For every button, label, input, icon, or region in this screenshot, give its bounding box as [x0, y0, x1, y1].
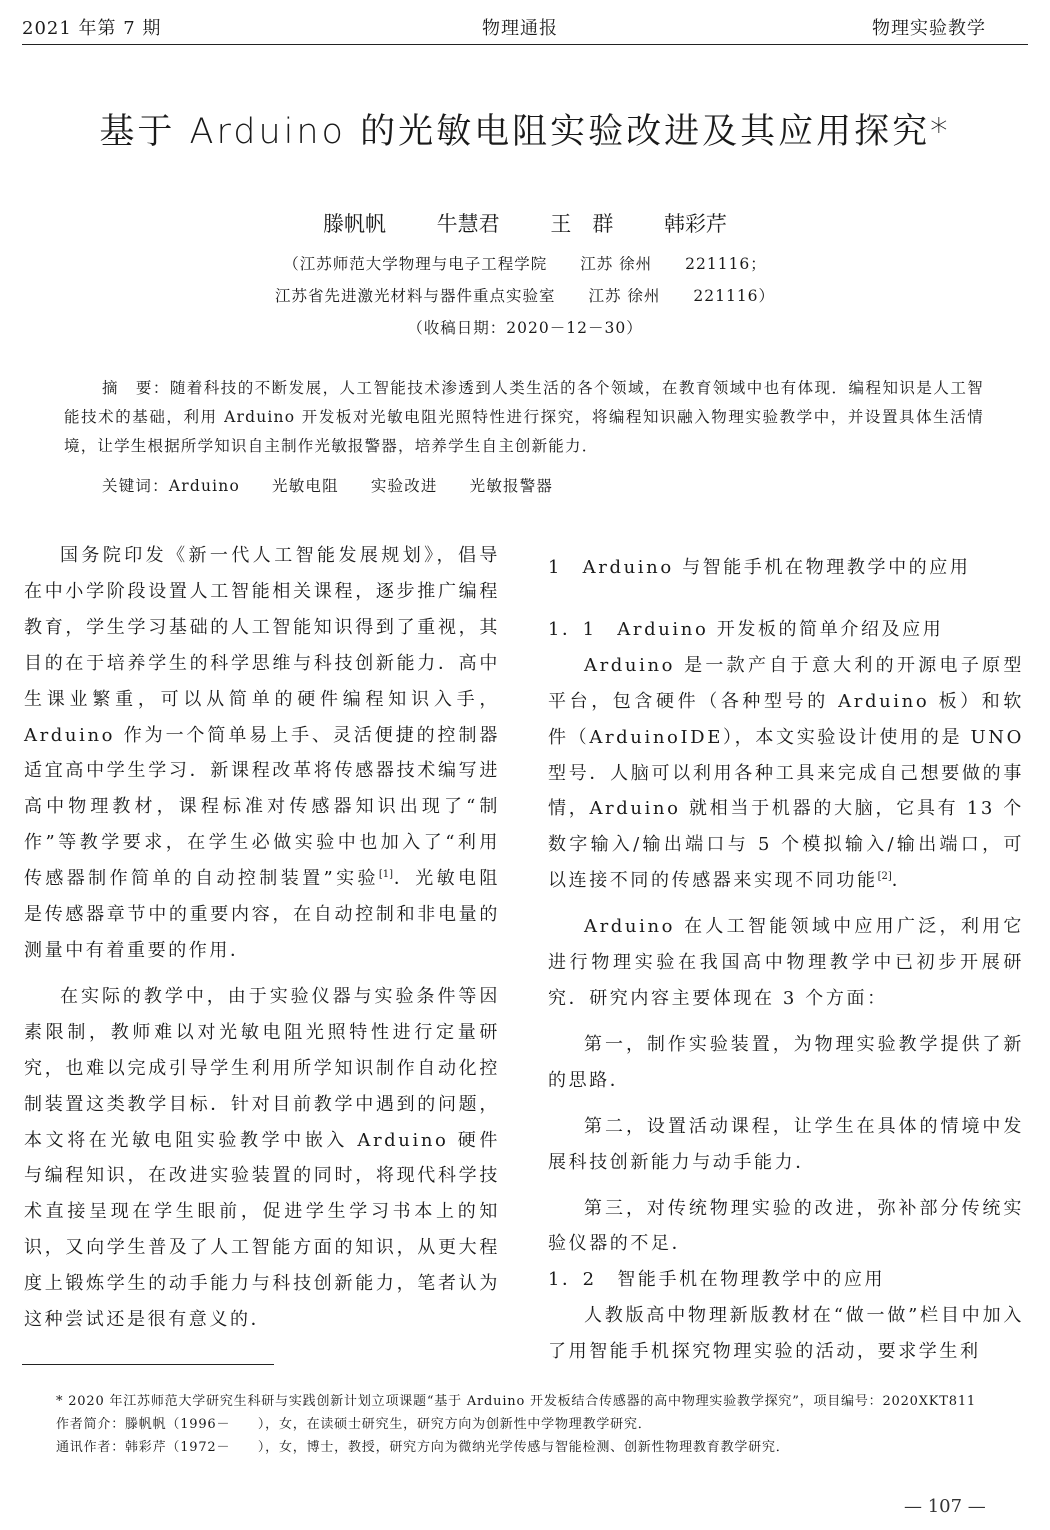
- keyword: 光敏报警器: [469, 477, 554, 495]
- funding-note: * 2020 年江苏师范大学研究生科研与实践创新计划立项课题“基于 Arduino 开发板结合传感器的高中物理实验教学探究”，项目编号：2020XKT811: [56, 1394, 976, 1409]
- keyword: 光敏电阻: [272, 477, 339, 495]
- body-right-column: [548, 550, 1024, 1370]
- keywords: [102, 474, 585, 496]
- author-name: 王 群: [550, 212, 614, 236]
- subsection-heading: 1．2 智能手机在物理教学中的应用: [548, 1269, 886, 1291]
- affiliation-line: 江苏省先进激光材料与器件重点实验室 江苏 徐州 221116）: [274, 287, 776, 305]
- keyword: 实验改进: [370, 477, 438, 495]
- paragraph: 第三，对传统物理实验的改进，弥补部分传统实验仪器的不足．: [548, 1197, 1024, 1255]
- keyword: Arduino: [168, 477, 240, 495]
- author-name: 滕帆帆: [322, 212, 386, 236]
- citation-ref: [2]: [877, 871, 892, 883]
- subsection-heading: 1．1 Arduino 开发板的简单介绍及应用: [548, 618, 944, 640]
- paragraph: [24, 538, 500, 969]
- keywords-label: 关键词：: [102, 477, 169, 495]
- paragraph: Arduino 在人工智能领域中应用广泛，利用它进行物理实验在我国高中物理教学中已初步开展研究．研究内容主要体现在 3 个方面：: [548, 916, 1024, 1009]
- corresponding-author: 通讯作者：韩彩芹（1972－ ），女，博士，教授，研究方向为微纳光学传感与智能检测、创新性物理教育教学研究．: [56, 1440, 790, 1455]
- header-rule: [22, 44, 1028, 45]
- paragraph: 第一，制作实验装置，为物理实验教学提供了新的思路．: [548, 1033, 1024, 1091]
- footnote-rule: [22, 1364, 274, 1365]
- paragraph: 第二，设置活动课程，让学生在具体的情境中发展科技创新能力与动手能力．: [548, 1115, 1024, 1173]
- journal-issue: 2021 年第 7 期: [22, 18, 162, 39]
- affiliation-line: （江苏师范大学物理与电子工程学院 江苏 徐州 221116；: [283, 255, 767, 273]
- paragraph: [548, 648, 1024, 899]
- author-name: 牛慧君: [436, 212, 500, 236]
- section-name: 物理实验教学: [872, 18, 986, 39]
- journal-name: 物理通报: [482, 18, 558, 39]
- paragraph: 人教版高中物理新版教材在“做一做”栏目中加入了用智能手机探究物理实验的活动，要求学生利: [548, 1305, 1024, 1363]
- footnotes: [24, 1390, 1028, 1459]
- citation-ref: [1]: [378, 869, 394, 881]
- abstract: [64, 374, 984, 461]
- paragraph-text: Arduino 是一款产自于意大利的开源电子原型平台，包含硬件（各种型号的 Arduino 板）和软件（ArduinoIDE），本文实验设计使用的是 UNO 型号．人脑可以利用各种工具来完成自己想要做的事情，Arduino 就相当于机器的大脑，它具有 13 个数字输入/输出端口与 5 个模拟输入/输出端口，可以连接不同的传感器来实现不同功能: [548, 654, 1024, 892]
- abstract-text: 随着科技的不断发展，人工智能技术渗透到人类生活的各个领域，在教育领域中也有体现．编程知识是人工智能技术的基础，利用 Arduino 开发板对光敏电阻光照特性进行探究，将编程知识融入物理实验教学中，并设置具体生活情境，让学生根据所学知识自主制作光敏报警器，培养学生自主创新能力．: [64, 379, 984, 455]
- paragraph: 在实际的教学中，由于实验仪器与实验条件等因素限制，教师难以对光敏电阻光照特性进行定量研究，也难以完成引导学生利用所学知识制作自动化控制装置这类教学目标．针对目前教学中遇到的问题，本文将在光敏电阻实验教学中嵌入 Arduino 硬件与编程知识，在改进实验装置的同时，将现代科学技术直接呈现在学生眼前，促进学生学习书本上的知识，又向学生普及了人工智能方面的知识，从更大程度上锻炼学生的动手能力与科技创新能力，笔者认为这种尝试还是很有意义的．: [24, 985, 500, 1331]
- paragraph-text: ．光敏电阻是传感器章节中的重要内容，在自动控制和非电量的测量中有着重要的作用．: [24, 868, 501, 961]
- author-list: [0, 208, 1050, 238]
- article-title: 基于 Arduino 的光敏电阻实验改进及其应用探究*: [99, 112, 951, 152]
- body-left-column: [24, 538, 500, 1338]
- paragraph-text: ．: [891, 870, 913, 892]
- section-heading: 1 Arduino 与智能手机在物理教学中的应用: [548, 557, 971, 578]
- paragraph-text: 国务院印发《新一代人工智能发展规划》，倡导在中小学阶段设置人工智能相关课程，逐步推广编程教育，学生学习基础的人工智能知识得到了重视，其目的在于培养学生的科学思维与科技创新能力．高中生课业繁重，可以从简单的硬件编程知识入手，Arduino 作为一个简单易上手、灵活便捷的控制器适宜高中学生学习．新课程改革将传感器技术编写进高中物理教材，课程标准对传感器知识出现了“制作”等教学要求，在学生必做实验中也加入了“利用传感器制作简单的自动控制装置”实验: [24, 545, 500, 890]
- abstract-label: 摘 要：: [102, 379, 170, 397]
- page-number: — 107 —: [904, 1496, 986, 1517]
- author-intro: 作者简介：滕帆帆（1996－ ），女，在读硕士研究生，研究方向为创新性中学物理教学研究．: [56, 1417, 652, 1432]
- author-name: 韩彩芹: [664, 212, 728, 236]
- received-date: （收稿日期：2020－12－30）: [407, 319, 643, 337]
